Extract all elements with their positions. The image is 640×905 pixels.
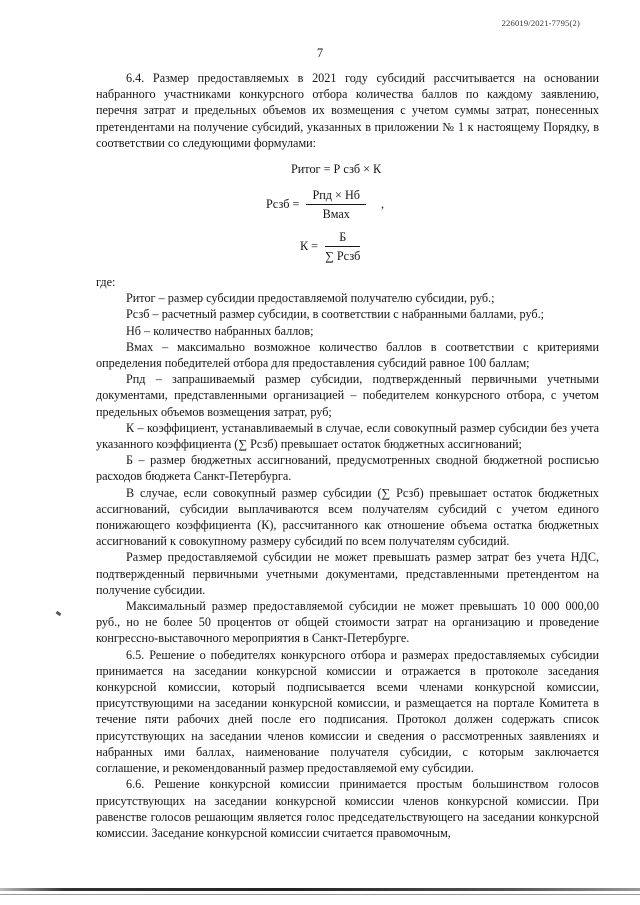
document-registration-number: 226019/2021-7795(2) (501, 18, 580, 28)
paragraph-6-6: 6.6. Решение конкурсной комиссии принимается простым большинством голосов присутствующих на заседании конкурсной комиссии членов конкурсной комиссии. При равенстве голосов решающим является голос председательствующего на заседании конкурсной комиссии. Заседание конкурсной комиссии считается правомочным, (96, 777, 599, 840)
paragraph-6-5: 6.5. Решение о победителях конкурсного отбора и размерах предоставляемых субсидии принимается на заседании конкурсной комиссии и отражается в протоколе заседания конкурсной комиссии, который подписывается всеми членами конкурсной комиссии, присутствующими на заседании конкурсной комиссии, и размещается на портале Комитета в течение пяти рабочих дней после его подписания. Протокол должен содержать список присутствующих на заседании членов комиссии и сведения о рассмотренных заявлениях и набранных ими баллах, наименование получателя субсидии, с которым заключается соглашение, и рекомендованный размер предоставляемой ему субсидии. (96, 647, 599, 776)
formula-k-fraction (325, 230, 360, 264)
formula-k-denominator: ∑ Рсзб (325, 249, 361, 263)
formula-ritog-text: Ритог = Р сзб × К (291, 162, 382, 176)
definition-k: К – коэффициент, устанавливаемый в случае, если совокупный размер субсидии без учета указанного коэффициента (∑ Рсзб) превышает остаток бюджетных ассигнований; (96, 420, 599, 452)
formula-rszb-fraction (306, 188, 365, 222)
paragraph-max: Максимальный размер предоставляемой субсидии не может превышать 10 000 000,00 руб., но не более 50 процентов от общей стоимости затрат на организацию и проведение конгрессно-выставочного мероприятия в Санкт-Петербурге. (96, 599, 599, 646)
definitions-intro: где: (96, 275, 116, 289)
scan-bottom-edge-thin (0, 894, 640, 895)
formula-k-numerator: Б (325, 230, 360, 247)
definition-rszb: Рсзб – расчетный размер субсидии, в соответствии с набранными баллами, руб.; (126, 307, 545, 322)
formula-rszb-comma: , (381, 196, 385, 211)
formula-k-lhs: К = (300, 238, 319, 253)
scan-bottom-edge (0, 888, 640, 891)
formula-rszb-numerator: Рпд × Нб (306, 188, 365, 205)
definition-ritog: Ритог – размер субсидии предоставляемой получателю субсидии, руб.; (126, 291, 495, 306)
paragraph-limit: Размер предоставляемой субсидии не может превышать размер затрат без учета НДС, подтвержденный первичными учетными документами, представленными претендентом на получение субсидии. (96, 550, 599, 597)
definition-b: Б – размер бюджетных ассигнований, предусмотренных сводной бюджетной росписью расходов бюджета Санкт-Петербурга. (96, 453, 599, 484)
paragraph-6-4: 6.4. Размер предоставляемых в 2021 году субсидий рассчитывается на основании набранного участниками конкурсного отбора количества баллов по каждому заявлению, перечня затрат и предельных объемов их возмещения с учетом суммы затрат, понесенных претендентами на получение субсидий, указанных в приложении № 1 к настоящему Порядку, в соответствии со следующими формулами: (96, 71, 599, 150)
formula-rszb-denominator: Вмах (322, 207, 350, 221)
formula-ritog (291, 162, 381, 177)
paragraph-case: В случае, если совокупный размер субсидии (∑ Рсзб) превышает остаток бюджетных ассигнований, субсидии выплачиваются всем получателям субсидий с учетом единого понижающего коэффициента (К), рассчитанного как отношение объема остатка бюджетных ассигнований к совокупному размеру субсидий по всем получателям субсидий. (96, 485, 599, 549)
definition-nb: Нб – количество набранных баллов; (126, 323, 314, 338)
definition-rpd: Рпд – запрашиваемый размер субсидии, подтвержденный первичными учетными документами, представленными организацией – победителем конкурсного отбора, с учетом предельных объемов возмещения затрат, руб; (96, 372, 599, 419)
definition-vmax: Вмах – максимально возможное количество баллов в соответствии с критериями определения победителей отбора для предоставления субсидий равное 100 баллам; (96, 339, 599, 371)
formula-k (300, 230, 364, 264)
formula-rszb (266, 188, 384, 222)
formula-rszb-lhs: Рсзб = (266, 196, 300, 211)
body-lower (96, 274, 599, 841)
page-number: 7 (316, 46, 324, 60)
body-upper (96, 70, 599, 151)
scan-artifact-mark (56, 611, 62, 616)
